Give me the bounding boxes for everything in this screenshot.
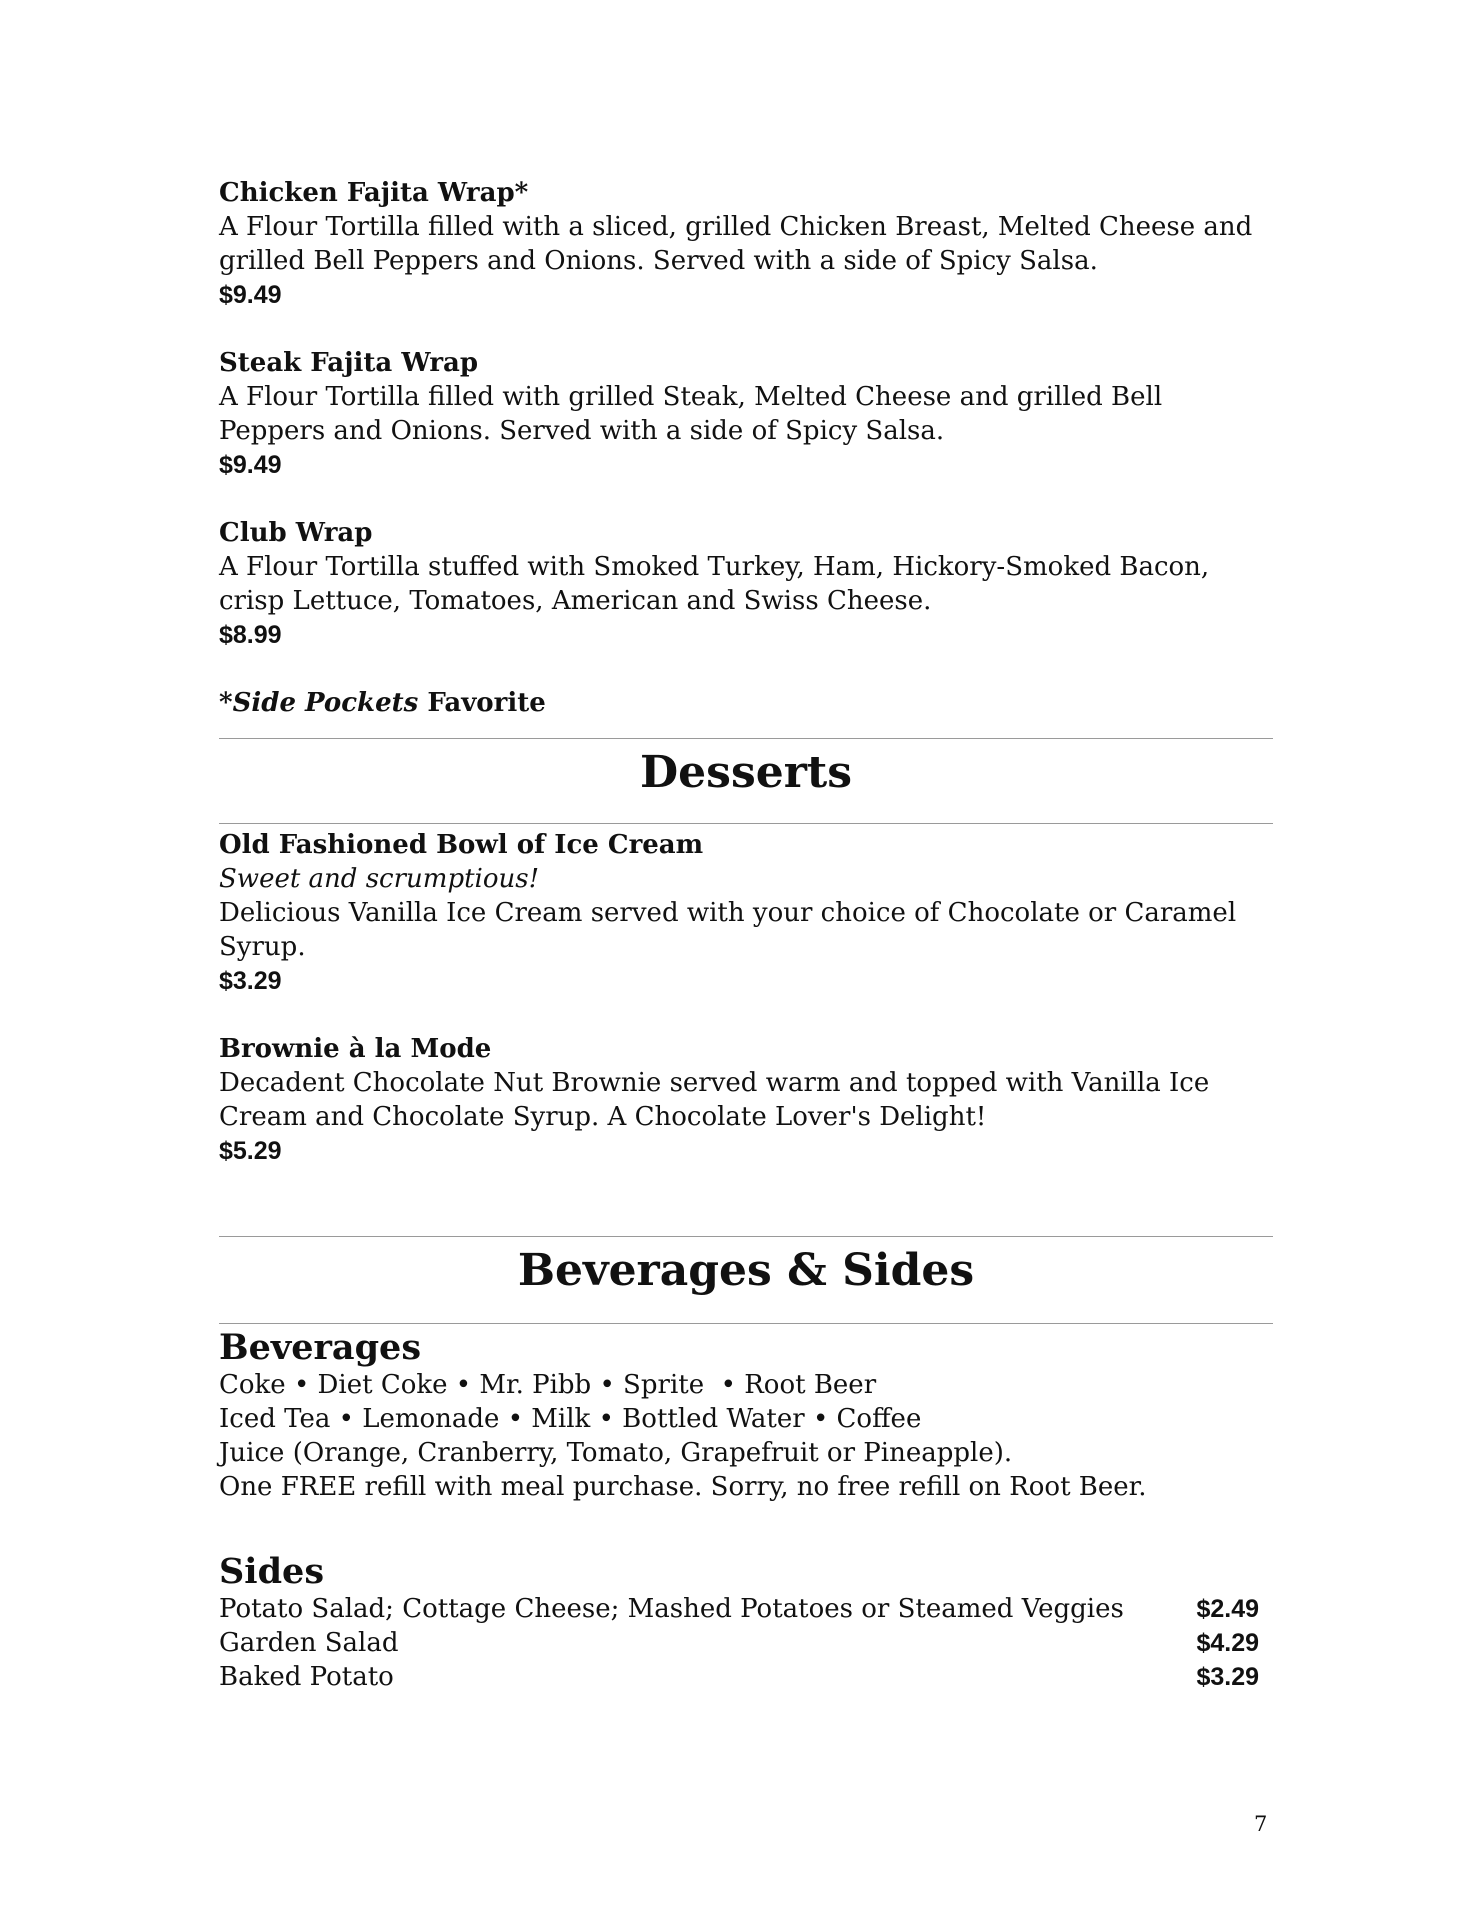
item-description-line: Syrup. <box>219 932 306 962</box>
item-description-line: A Flour Tortilla filled with grilled Steak, Melted Cheese and grilled Bell <box>219 382 1163 412</box>
menu-item-chicken-fajita-wrap <box>219 176 1273 312</box>
item-tagline: Sweet and scrumptious! <box>219 864 540 894</box>
item-description-line: Peppers and Onions. Served with a side of Spicy Salsa. <box>219 416 945 446</box>
item-description-line: Decadent Chocolate Nut Brownie served warm and topped with Vanilla Ice <box>219 1068 1210 1098</box>
beverages-heading: Beverages <box>219 1327 422 1368</box>
section-divider <box>219 738 1273 739</box>
beverage-line: Iced Tea • Lemonade • Milk • Bottled Water • Coffee <box>219 1404 922 1434</box>
side-price: $3.29 <box>1196 1663 1259 1691</box>
item-price: $9.49 <box>219 281 282 309</box>
section-divider <box>219 823 1273 824</box>
item-description-line: A Flour Tortilla stuffed with Smoked Turkey, Ham, Hickory-Smoked Bacon, <box>219 552 1210 582</box>
side-name: Baked Potato <box>219 1662 394 1692</box>
menu-page <box>219 176 1273 1694</box>
menu-item-ice-cream <box>219 828 1273 998</box>
menu-item-steak-fajita-wrap <box>219 346 1273 482</box>
item-name: Old Fashioned Bowl of Ice Cream <box>219 830 704 860</box>
footnote-suffix: Favorite <box>418 688 546 718</box>
menu-item-club-wrap <box>219 516 1273 652</box>
item-description-line: A Flour Tortilla filled with a sliced, grilled Chicken Breast, Melted Cheese and <box>219 212 1253 242</box>
side-item <box>219 1660 1259 1694</box>
side-price: $4.29 <box>1196 1629 1259 1657</box>
item-description-line: Delicious Vanilla Ice Cream served with your choice of Chocolate or Caramel <box>219 898 1237 928</box>
item-name: Steak Fajita Wrap <box>219 348 479 378</box>
beverages-block <box>219 1328 1273 1504</box>
section-title-beverages-sides: Beverages & Sides <box>517 1245 975 1296</box>
item-name: Chicken Fajita Wrap* <box>219 178 529 208</box>
sides-block <box>219 1552 1273 1694</box>
side-item <box>219 1592 1259 1626</box>
menu-item-brownie <box>219 1032 1273 1168</box>
beverage-line: Juice (Orange, Cranberry, Tomato, Grapefruit or Pineapple). <box>219 1438 1013 1468</box>
item-price: $9.49 <box>219 451 282 479</box>
item-description-line: Cream and Chocolate Syrup. A Chocolate Lover's Delight! <box>219 1102 987 1132</box>
item-name: Club Wrap <box>219 518 373 548</box>
page-number: 7 <box>1254 1812 1268 1836</box>
footnote-brand: Side Pockets <box>232 688 419 718</box>
item-name: Brownie à la Mode <box>219 1034 492 1064</box>
favorite-footnote <box>219 686 1273 720</box>
side-name: Garden Salad <box>219 1628 399 1658</box>
section-divider <box>219 1236 1273 1237</box>
side-price: $2.49 <box>1196 1595 1259 1623</box>
beverage-line: One FREE refill with meal purchase. Sorry, no free refill on Root Beer. <box>219 1472 1147 1502</box>
section-divider <box>219 1323 1273 1324</box>
item-price: $3.29 <box>219 967 282 995</box>
item-description-line: crisp Lettuce, Tomatoes, American and Swiss Cheese. <box>219 586 932 616</box>
side-item <box>219 1626 1259 1660</box>
footnote-asterisk: * <box>219 688 233 718</box>
side-name: Potato Salad; Cottage Cheese; Mashed Potatoes or Steamed Veggies <box>219 1594 1124 1624</box>
item-price: $5.29 <box>219 1137 282 1165</box>
item-price: $8.99 <box>219 621 282 649</box>
item-description-line: grilled Bell Peppers and Onions. Served with a side of Spicy Salsa. <box>219 246 1098 276</box>
section-title-desserts: Desserts <box>640 747 852 798</box>
sides-heading: Sides <box>219 1551 325 1592</box>
beverage-line: Coke • Diet Coke • Mr. Pibb • Sprite • Root Beer <box>219 1370 877 1400</box>
